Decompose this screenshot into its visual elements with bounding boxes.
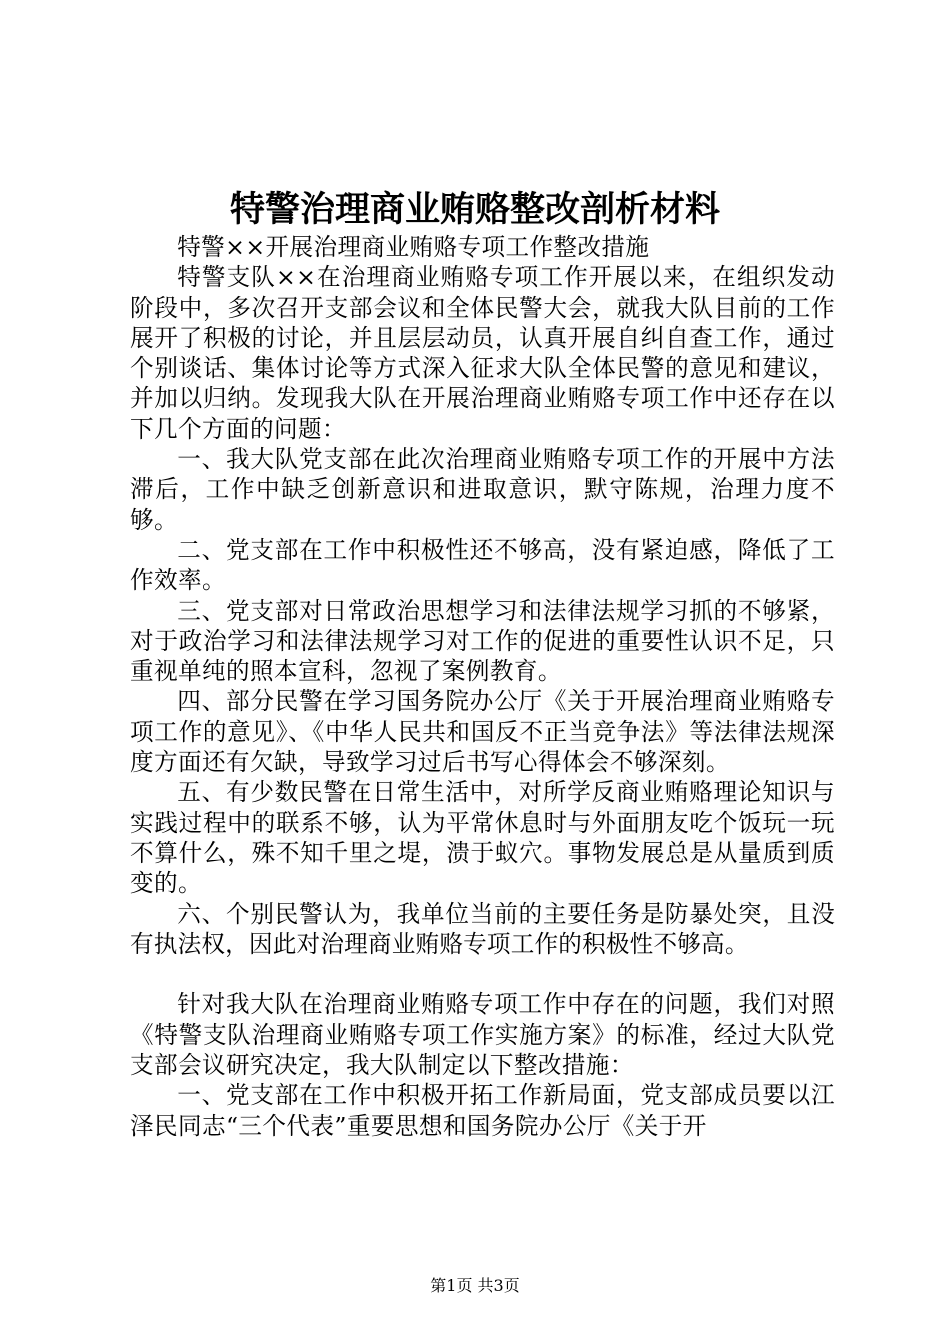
problem-item-3: 三、党支部对日常政治思想学习和法律法规学习抓的不够紧，对于政治学习和法律法规学习对工作的促进的重要性认识不足，只重视单纯的照本宣科，忽视了案例教育。 — [130, 596, 835, 686]
problem-item-5: 五、有少数民警在日常生活中，对所学反商业贿赂理论知识与实践过程中的联系不够，认为平常休息时与外面朋友吃个饭玩一玩不算什么，殊不知千里之堤，溃于蚁穴。事物发展总是从量质到质变的。 — [130, 778, 835, 898]
paragraph-spacer — [130, 959, 835, 989]
intro-paragraph: 特警支队××在治理商业贿赂专项工作开展以来，在组织发动阶段中，多次召开支部会议和全体民警大会，就我大队目前的工作展开了积极的讨论，并且层层动员，认真开展自纠自查工作，通过个别谈话、集体讨论等方式深入征求大队全体民警的意见和建议，并加以归纳。发现我大队在开展治理商业贿赂专项工作中还存在以下几个方面的问题： — [130, 263, 835, 443]
subtitle-paragraph: 特警××开展治理商业贿赂专项工作整改措施 — [177, 233, 650, 261]
document-title: 特警治理商业贿赂整改剖析材料 — [229, 189, 720, 230]
measure-item-1: 一、党支部在工作中积极开拓工作新局面，党支部成员要以江泽民同志“三个代表”重要思想和国务院办公厅《关于开 — [130, 1081, 835, 1140]
problem-item-1: 一、我大队党支部在此次治理商业贿赂专项工作的开展中方法滞后，工作中缺乏创新意识和进取意识，默守陈规，治理力度不够。 — [130, 445, 835, 534]
measures-intro-paragraph: 针对我大队在治理商业贿赂专项工作中存在的问题，我们对照《特警支队治理商业贿赂专项工作实施方案》的标准，经过大队党支部会议研究决定，我大队制定以下整改措施： — [130, 990, 835, 1080]
problem-item-6: 六、个别民警认为，我单位当前的主要任务是防暴处突，且没有执法权，因此对治理商业贿赂专项工作的积极性不够高。 — [130, 899, 835, 958]
document-body — [130, 232, 835, 1141]
page-footer: 第1页 共3页 — [430, 1276, 520, 1295]
problem-item-2: 二、党支部在工作中积极性还不够高，没有紧迫感，降低了工作效率。 — [130, 535, 835, 595]
problem-item-4: 四、部分民警在学习国务院办公厅《关于开展治理商业贿赂专项工作的意见》、《中华人民共和国反不正当竞争法》等法律法规深度方面还有欠缺，导致学习过后书写心得体会不够深刻。 — [130, 687, 835, 777]
